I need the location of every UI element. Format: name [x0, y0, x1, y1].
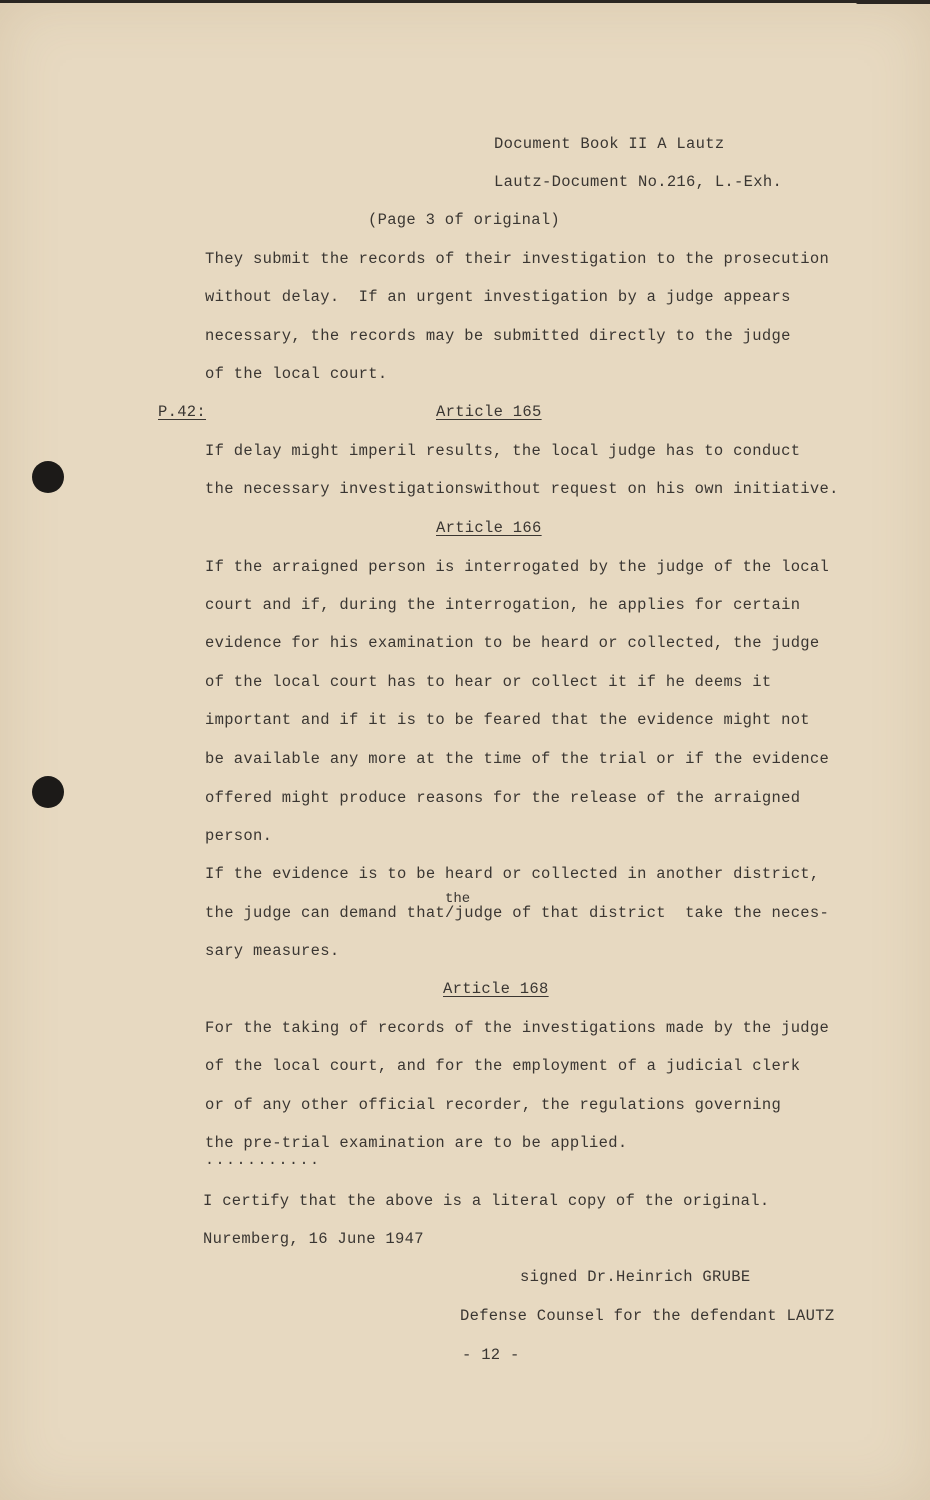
article-166-line-1: If the arraigned person is interrogated by the judge of the local	[205, 558, 830, 576]
article-166-line-6: be available any more at the time of the trial or if the evidence	[205, 750, 830, 768]
ellipsis-divider: ...........	[205, 1152, 321, 1169]
article-166-line-11: sary measures.	[205, 942, 340, 960]
article-168-line-3: or of any other official recorder, the regulations governing	[205, 1096, 782, 1114]
intro-line-2: without delay. If an urgent investigation by a judge appears	[205, 288, 791, 306]
page-corner-tear	[850, 0, 930, 14]
article-166-line-10: the judge can demand that/judge of that district take the neces-	[205, 904, 830, 922]
certification-statement: I certify that the above is a literal copy of the original.	[203, 1192, 770, 1210]
article-166-line-4: of the local court has to hear or collect it if he deems it	[205, 673, 772, 691]
intro-line-3: necessary, the records may be submitted directly to the judge	[205, 327, 791, 345]
article-165-line-2: the necessary investigationswithout request on his own initiative.	[205, 480, 839, 498]
page-number: - 12 -	[462, 1346, 520, 1364]
article-166-line-5: important and if it is to be feared that the evidence might not	[205, 711, 810, 729]
article-165-line-1: If delay might imperil results, the local judge has to conduct	[205, 442, 801, 460]
article-166-line-7: offered might produce reasons for the release of the arraigned	[205, 789, 801, 807]
page-top-edge	[0, 0, 930, 3]
article-168-heading: Article 168	[443, 980, 549, 998]
article-168-line-1: For the taking of records of the investigations made by the judge	[205, 1019, 830, 1037]
article-166-heading: Article 166	[436, 519, 542, 537]
margin-note: P.42:	[158, 403, 207, 421]
document-number-label: Lautz-Document No.216, L.-Exh.	[494, 173, 783, 191]
article-165-heading: Article 165	[436, 403, 542, 421]
handwritten-insertion: the	[445, 891, 471, 907]
punch-hole-upper	[32, 461, 64, 493]
article-166-line-9: If the evidence is to be heard or collected in another district,	[205, 865, 820, 883]
signature-line: signed Dr.Heinrich GRUBE	[520, 1268, 751, 1286]
article-166-line-3: evidence for his examination to be heard or collected, the judge	[205, 634, 820, 652]
article-166-line-8: person.	[205, 827, 273, 845]
signatory-title: Defense Counsel for the defendant LAUTZ	[460, 1307, 835, 1325]
certification-place-date: Nuremberg, 16 June 1947	[203, 1230, 424, 1248]
intro-line-4: of the local court.	[205, 365, 388, 383]
article-168-line-2: of the local court, and for the employment of a judicial clerk	[205, 1057, 801, 1075]
document-book-label: Document Book II A Lautz	[494, 135, 725, 153]
intro-line-1: They submit the records of their investigation to the prosecution	[205, 250, 830, 268]
page-of-original-note: (Page 3 of original)	[368, 211, 561, 229]
punch-hole-lower	[32, 776, 64, 808]
article-166-line-2: court and if, during the interrogation, he applies for certain	[205, 596, 801, 614]
article-168-line-4: the pre-trial examination are to be applied.	[205, 1134, 628, 1152]
